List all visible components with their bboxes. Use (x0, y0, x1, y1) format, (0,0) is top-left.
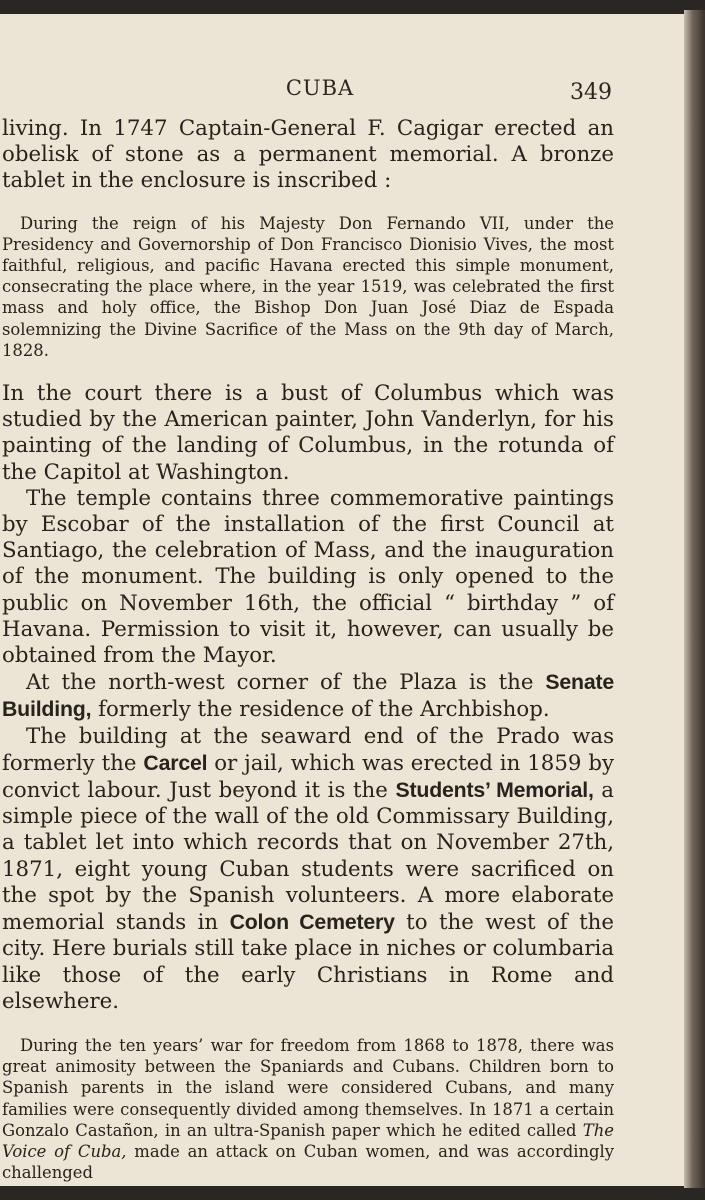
page-edge (684, 10, 705, 1188)
voice-of-cuba-title: The Voice of Cuba, (2, 1120, 614, 1161)
page-number: 349 (570, 80, 612, 105)
paragraph-temple-paintings: The temple contains three commemorative paintings by Escobar of the installation of the first Council at Santiago, the celebration of Mass, and the inauguration of the monument. The building is only opened to the public on November 16th, the official “ birthday ” of Havana. Permission to visit it, however, can usually be obtained from the Mayor. (2, 485, 614, 669)
carcel-term: Carcel (143, 750, 208, 775)
footnote-ten-years-war: During the ten years’ war for freedom from 1868 to 1878, there was great animosity between the Spaniards and Cubans. Children born to Spanish parents in the island were considered Cubans, and many families were consequently divided among themselves. In 1871 a certain Gonzalo Castañon, in an ultra-Spanish paper which he edited called The Voice of Cuba, made an attack on Cuban women, and was accordingly challenged (2, 1035, 614, 1183)
paragraph-obelisk: living. In 1747 Captain-General F. Cagigar erected an obelisk of stone as a permanent memorial. A bronze tablet in the enclosure is inscribed : (2, 116, 614, 194)
body-text (2, 116, 614, 1183)
senate-building-term: Senate Building, (2, 670, 614, 722)
paragraph-senate-building: At the north-west corner of the Plaza is the Senate Building, formerly the residence of the Archbishop. (2, 670, 614, 723)
inscription-quote: During the reign of his Majesty Don Fernando VII, under the Presidency and Governorship of Don Francisco Dionisio Vives, the most faithful, religious, and pacific Havana erected this simple monument, consecrating the place where, in the year 1519, was celebrated the first mass and holy office, the Bishop Don Juan José Diaz de Espada solemnizing the Divine Sacrifice of the Mass on the 9th day of March, 1828. (2, 213, 614, 360)
colon-cemetery-term: Colon Cemetery (229, 910, 395, 935)
page-header (0, 64, 684, 104)
paragraph-carcel-memorial: The building at the seaward end of the Prado was formerly the Carcel or jail, which was erected in 1859 by convict labour. Just beyond it is the Students’ Memorial, a simple piece of the wall of the old Commissary Building, a tablet let into which records that on November 27th, 1871, eight young Cuban students were sacrificed on the spot by the Spanish volunteers. A more elaborate memorial stands in Colon Cemetery to the west of the city. Here burials still take place in niches or columbaria like those of the early Christians in Rome and elsewhere. (2, 723, 615, 1014)
running-head: CUBA (285, 76, 355, 100)
paragraph-columbus-bust: In the court there is a bust of Columbus which was studied by the American painter, John Vanderlyn, for his painting of the landing of Columbus, in the rotunda of the Capitol at Washington. (2, 381, 614, 485)
book-page (0, 14, 684, 1186)
students-memorial-term: Students’ Memorial, (395, 778, 594, 803)
